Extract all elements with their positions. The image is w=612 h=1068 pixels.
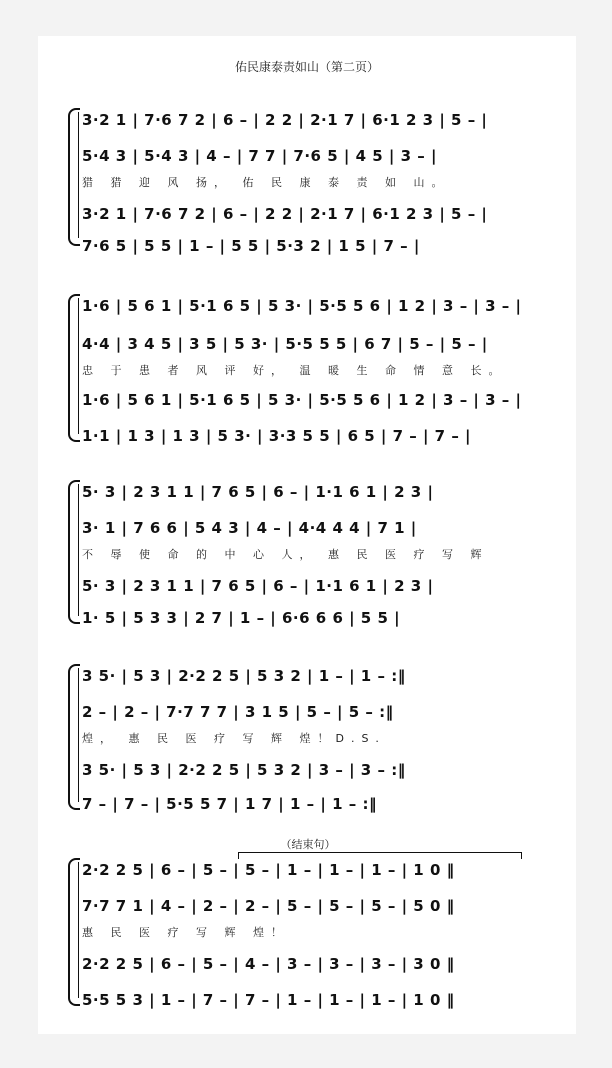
lyrics-line: 猎 猎 迎 风 扬， 佑 民 康 泰 责 如 山。 [82,176,450,189]
staff-soprano: 5· 3 | 2 3 1 1 | 7 6 5 | 6 – | 1·1 6 1 | 2 3 | [82,483,434,501]
staff-soprano: 3·2 1 | 7·6 7 2 | 6 – | 2 2 | 2·1 7 | 6·1 2 3 | 5 – | [82,111,488,129]
system-line [78,862,79,998]
staff-tenor: 1·6 | 5 6 1 | 5·1 6 5 | 5 3· | 5·5 5 6 | 1 2 | 3 – | 3 – | [82,391,522,409]
staff-alto: 3· 1 | 7 6 6 | 5 4 3 | 4 – | 4·4 4 4 | 7 1 | [82,519,417,537]
page-title: 佑民康泰责如山（第二页） [234,60,379,74]
staff-bass: 1· 5 | 5 3 3 | 2 7 | 1 – | 6·6 6 6 | 5 5 | [82,609,401,627]
staff-tenor: 3·2 1 | 7·6 7 2 | 6 – | 2 2 | 2·1 7 | 6·1 2 3 | 5 – | [82,205,488,223]
system-line [78,668,79,802]
staff-alto: 4·4 | 3 4 5 | 3 5 | 5 3· | 5·5 5 5 | 6 7 | 5 – | 5 – | [82,335,488,353]
staff-soprano: 2·2 2 5 | 6 – | 5 – | 5 – | 1 – | 1 – | 1 – | 1 0 ‖ [82,861,455,879]
staff-soprano: 3 5· | 5 3 | 2·2 2 5 | 5 3 2 | 1 – | 1 – :‖ [82,667,406,685]
staff-bass: 5·5 5 3 | 1 – | 7 – | 7 – | 1 – | 1 – | 1 – | 1 0 ‖ [82,991,455,1009]
lyrics-line: 忠 于 患 者 风 评 好， 温 暖 生 命 情 意 长。 [82,364,507,377]
staff-bass: 7·6 5 | 5 5 | 1 – | 5 5 | 5·3 2 | 1 5 | 7 – | [82,237,420,255]
staff-tenor: 3 5· | 5 3 | 2·2 2 5 | 5 3 2 | 3 – | 3 – :‖ [82,761,406,779]
ending-bracket [238,852,522,859]
staff-tenor: 2·2 2 5 | 6 – | 5 – | 4 – | 3 – | 3 – | 3 – | 3 0 ‖ [82,955,455,973]
staff-alto: 7·7 7 1 | 4 – | 2 – | 2 – | 5 – | 5 – | 5 – | 5 0 ‖ [82,897,455,915]
lyrics-line: 煌， 惠 民 医 疗 写 辉 煌！D.S. [82,732,386,745]
lyrics-line: 不 辱 使 命 的 中 心 人， 惠 民 医 疗 写 辉 [82,548,489,561]
staff-bass: 7 – | 7 – | 5·5 5 7 | 1 7 | 1 – | 1 – :‖ [82,795,377,813]
ending-label: （结束句） [280,838,336,851]
staff-bass: 1·1 | 1 3 | 1 3 | 5 3· | 3·3 5 5 | 6 5 | 7 – | 7 – | [82,427,472,445]
staff-alto: 5·4 3 | 5·4 3 | 4 – | 7 7 | 7·6 5 | 4 5 | 3 – | [82,147,437,165]
staff-alto: 2 – | 2 – | 7·7 7 7 | 3 1 5 | 5 – | 5 – :‖ [82,703,394,721]
system-line [78,298,79,434]
system-line [78,112,79,238]
staff-soprano: 1·6 | 5 6 1 | 5·1 6 5 | 5 3· | 5·5 5 6 | 1 2 | 3 – | 3 – | [82,297,522,315]
system-line [78,484,79,616]
lyrics-line: 惠 民 医 疗 写 辉 煌！ [82,926,289,939]
score-sheet [38,36,576,1034]
staff-tenor: 5· 3 | 2 3 1 1 | 7 6 5 | 6 – | 1·1 6 1 | 2 3 | [82,577,434,595]
